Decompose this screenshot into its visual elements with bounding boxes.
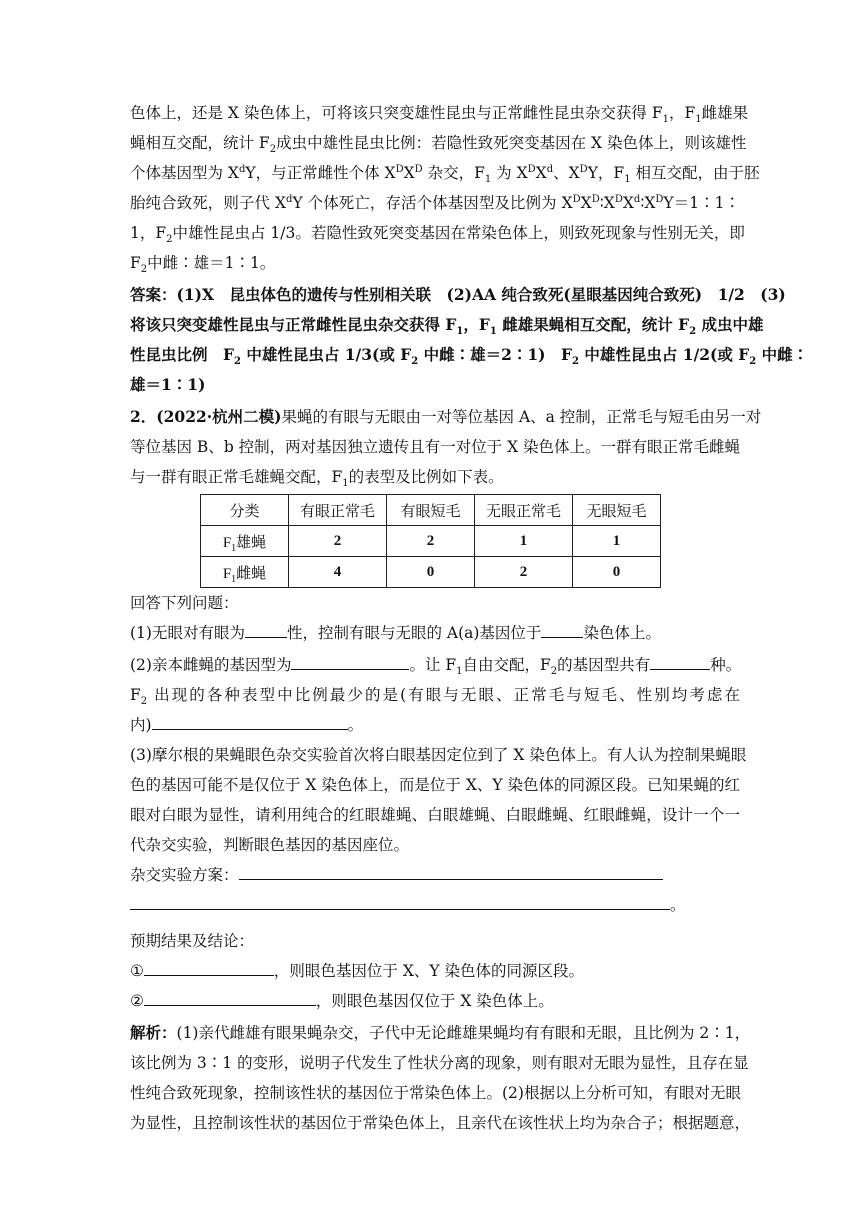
result-1: ① ，则眼色基因位于 X、Y 染色体的同源区段。 — [130, 962, 585, 980]
expected-results: 预期结果及结论： — [130, 932, 255, 950]
table-cell: 1 — [573, 526, 661, 557]
table-row — [201, 557, 661, 588]
answer-line: 雄＝1∶1) — [130, 375, 206, 394]
analysis-line: 解析：(1)亲代雌雄有眼果蝇杂交，子代中无论雌雄果蝇均有有眼和无眼，且比例为 2∶1， — [130, 1024, 751, 1042]
table-cell: 0 — [387, 557, 475, 588]
question-2-line: 与一群有眼正常毛雄蝇交配，$F_1$的表型及比例如下表。 — [130, 468, 504, 490]
table-header-cell: 有眼正常毛 — [289, 495, 387, 526]
table-header-cell: 分类 — [201, 495, 289, 526]
sub-question-2: (2)亲本雌蝇的基因型为 。让 $F_1$自由交配，$F_2$的基因型共有 种。 — [130, 656, 742, 678]
analysis-line: 为显性，且控制该性状的基因位于常染色体上，且亲代在该性状上均为杂合子；根据题意， — [130, 1114, 751, 1132]
analysis-line: 该比例为 3∶1 的变形，说明子代发生了性状分离的现象，则有眼对无眼为显性，且存在显 — [130, 1054, 749, 1072]
sub-question-3: 眼对白眼为显性，请利用纯合的红眼雄蝇、白眼雄蝇、白眼雌蝇、红眼雌蝇，设计一个一 — [130, 806, 740, 824]
experiment-plan: 杂交实验方案： — [130, 862, 740, 888]
phenotype-table — [200, 494, 661, 588]
explanation-line: 胎纯合致死，则子代 $X^dY$ 个体死亡，存活个体基因型及比例为 $X^DX^D∶X^DX^d∶X^DY=1∶1∶$ — [130, 193, 740, 212]
answer-line: 将该只突变雄性昆虫与正常雌性昆虫杂交获得 $F_1$，$F_1$ 雌雄果蝇相互交配，统计 $F_2$ 成虫中雄 — [130, 315, 764, 338]
answer-blank[interactable] — [245, 623, 287, 638]
table-cell: 2 — [289, 526, 387, 557]
answer-blank[interactable] — [291, 655, 409, 670]
sub-question-3: 色的基因可能不是仅位于 X 染色体上，而是位于 X、Y 染色体的同源区段。已知果蝇的红 — [130, 776, 741, 794]
question-2-line: 2．(2022·杭州二模)果蝇的有眼与无眼由一对等位基因 A、a 控制，正常毛与短毛由另一对 — [130, 407, 762, 426]
table-row-label: $F_1$雌蝇 — [201, 557, 289, 588]
analysis-line: 性纯合致死现象，控制该性状的基因位于常染色体上。(2)根据以上分析可知，有眼对无眼 — [130, 1084, 741, 1102]
question-number: 2． — [130, 407, 157, 426]
explanation-line: 个体基因型为 $X^dY$，与正常雌性个体 $X^DX^D$ 杂交，$F_1$ 为 $X^DX^d$、$X^DY$，$F_1$ 相互交配，由于胚 — [130, 163, 760, 186]
experiment-plan-cont: 。 — [130, 892, 740, 918]
sub-question-3: (3)摩尔根的果蝇眼色杂交实验首次将白眼基因定位到了 X 染色体上。有人认为控制果蝇眼 — [130, 746, 747, 764]
table-header-cell: 无眼正常毛 — [475, 495, 573, 526]
answer-blank[interactable] — [541, 623, 583, 638]
analysis-label: 解析： — [130, 1024, 177, 1042]
answer-blank[interactable] — [239, 865, 663, 880]
answer-blank[interactable] — [650, 655, 710, 670]
answer-line: 答案：(1)X 昆虫体色的遗传与性别相关联 (2)AA 纯合致死(星眼基因纯合致死) 1/2 (3) — [130, 285, 786, 304]
table-header-cell: 无眼短毛 — [573, 495, 661, 526]
sub-question-2: 内) 。 — [130, 716, 364, 734]
explanation-line: $F_2$中雌∶雄＝1∶1。 — [130, 254, 276, 276]
answer-blank[interactable] — [144, 991, 316, 1006]
table-cell: 0 — [573, 557, 661, 588]
answer-label: 答案： — [130, 286, 177, 304]
table-header-cell: 有眼短毛 — [387, 495, 475, 526]
question-source: (2022·杭州二模) — [156, 407, 282, 426]
explanation-line: 1，$F_2$中雄性昆虫占 1/3。若隐性致死突变基因在常染色体上，则致死现象与性别无关，即 — [130, 224, 745, 246]
sub-question-3: 代杂交实验，判断眼色基因的基因座位。 — [130, 836, 410, 854]
table-cell: 1 — [475, 526, 573, 557]
answer-blank[interactable] — [130, 895, 670, 910]
question-2-line: 等位基因 B、b 控制，两对基因独立遗传且有一对位于 X 染色体上。一群有眼正常毛雌蝇 — [130, 438, 741, 456]
table-header-row — [201, 495, 661, 526]
table-cell: 2 — [387, 526, 475, 557]
table-cell: 2 — [475, 557, 573, 588]
explanation-line: 蝇相互交配，统计 $F_2$成虫中雄性昆虫比例：若隐性致死突变基因在 X 染色体上，则该雄性 — [130, 134, 747, 156]
answer-blank[interactable] — [152, 715, 348, 730]
explanation-line: 色体上，还是 X 染色体上，可将该只突变雄性昆虫与正常雌性昆虫杂交获得 $F_1$，$F_1$雌雄果 — [130, 104, 749, 126]
result-2: ② ，则眼色基因仅位于 X 染色体上。 — [130, 992, 554, 1010]
sub-question-1: (1)无眼对有眼为 性，控制有眼与无眼的 A(a)基因位于 染色体上。 — [130, 624, 661, 642]
answer-blank[interactable] — [144, 961, 274, 976]
answer-line: 性昆虫比例 $F_2$ 中雄性昆虫占 1/3(或 $F_2$ 中雌∶雄＝2∶1) $F_2$ 中雄性昆虫占 1/2(或 $F_2$ 中雌∶ — [130, 345, 809, 368]
questions-prompt: 回答下列问题： — [130, 594, 239, 612]
table-row-label: $F_1$雄蝇 — [201, 526, 289, 557]
table-row — [201, 526, 661, 557]
sub-question-2: $F_2$ 出现的各种表型中比例最少的是(有眼与无眼、正常毛与短毛、性别均考虑在 — [130, 686, 740, 708]
table-cell: 4 — [289, 557, 387, 588]
